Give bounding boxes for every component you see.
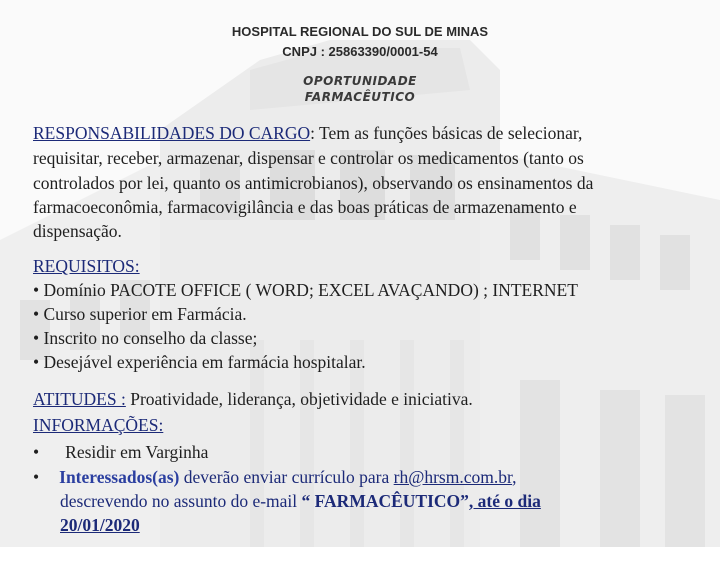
responsibilities-line-1 bbox=[33, 122, 582, 144]
attitudes-line bbox=[33, 388, 473, 410]
responsibilities-text-1: : Tem as funções básicas de selecionar, bbox=[310, 123, 583, 143]
subject-text: descrevendo no assunto do e-mail bbox=[60, 491, 302, 511]
info-item-1 bbox=[33, 441, 208, 463]
responsibilities-line-5: dispensação. bbox=[33, 221, 122, 241]
requirement-item-2: • Curso superior em Farmácia. bbox=[33, 304, 247, 324]
info-item-1-bullet: • bbox=[33, 442, 40, 462]
responsibilities-line-3: controlados por lei, quanto os antimicrobianos), observando os ensinamentos da bbox=[33, 173, 594, 193]
responsibilities-line-2: requisitar, receber, armazenar, dispensar e controlar os medicamentos (tanto os bbox=[33, 148, 584, 168]
info-item-2-line-2 bbox=[60, 490, 541, 512]
deadline-text: , até o dia bbox=[468, 491, 541, 511]
requirement-item-3: • Inscrito no conselho da classe; bbox=[33, 328, 258, 348]
cnpj-number: CNPJ : 25863390/0001-54 bbox=[282, 44, 438, 59]
requirements-label: REQUISITOS: bbox=[33, 256, 140, 276]
attitudes-label: ATITUDES : bbox=[33, 389, 126, 409]
requirement-item-1: • Domínio PACOTE OFFICE ( WORD; EXCEL AVAÇANDO) ; INTERNET bbox=[33, 280, 578, 300]
requirement-item-4: • Desejável experiência em farmácia hospitalar. bbox=[33, 352, 366, 372]
info-item-2-line-1: • Interessados(as) deverão enviar currículo para rh@hrsm.com.br, bbox=[33, 467, 517, 487]
opportunity-title: OPORTUNIDADE bbox=[303, 74, 417, 88]
responsibilities-line-4: farmacoeconômia, farmacovigilância e das boas práticas de armazenamento e bbox=[33, 197, 577, 217]
attitudes-text: Proatividade, liderança, objetividade e iniciativa. bbox=[125, 389, 473, 409]
deadline-date: 20/01/2020 bbox=[60, 515, 140, 535]
responsibilities-label: RESPONSABILIDADES DO CARGO bbox=[33, 123, 311, 143]
info-label: INFORMAÇÕES: bbox=[33, 415, 164, 435]
interested-label: Interessados(as) bbox=[59, 467, 180, 487]
subject-value: “ FARMACÊUTICO” bbox=[301, 491, 469, 511]
email-link[interactable]: rh@hrsm.com.br bbox=[393, 467, 513, 487]
hospital-name: HOSPITAL REGIONAL DO SUL DE MINAS bbox=[231, 24, 489, 39]
info-item-1-text: Residir em Varginha bbox=[65, 442, 209, 462]
info-item-2-bullet: • bbox=[33, 467, 40, 487]
send-cv-text: deverão enviar currículo para bbox=[179, 467, 394, 487]
position-title: FARMACÊUTICO bbox=[304, 90, 416, 104]
